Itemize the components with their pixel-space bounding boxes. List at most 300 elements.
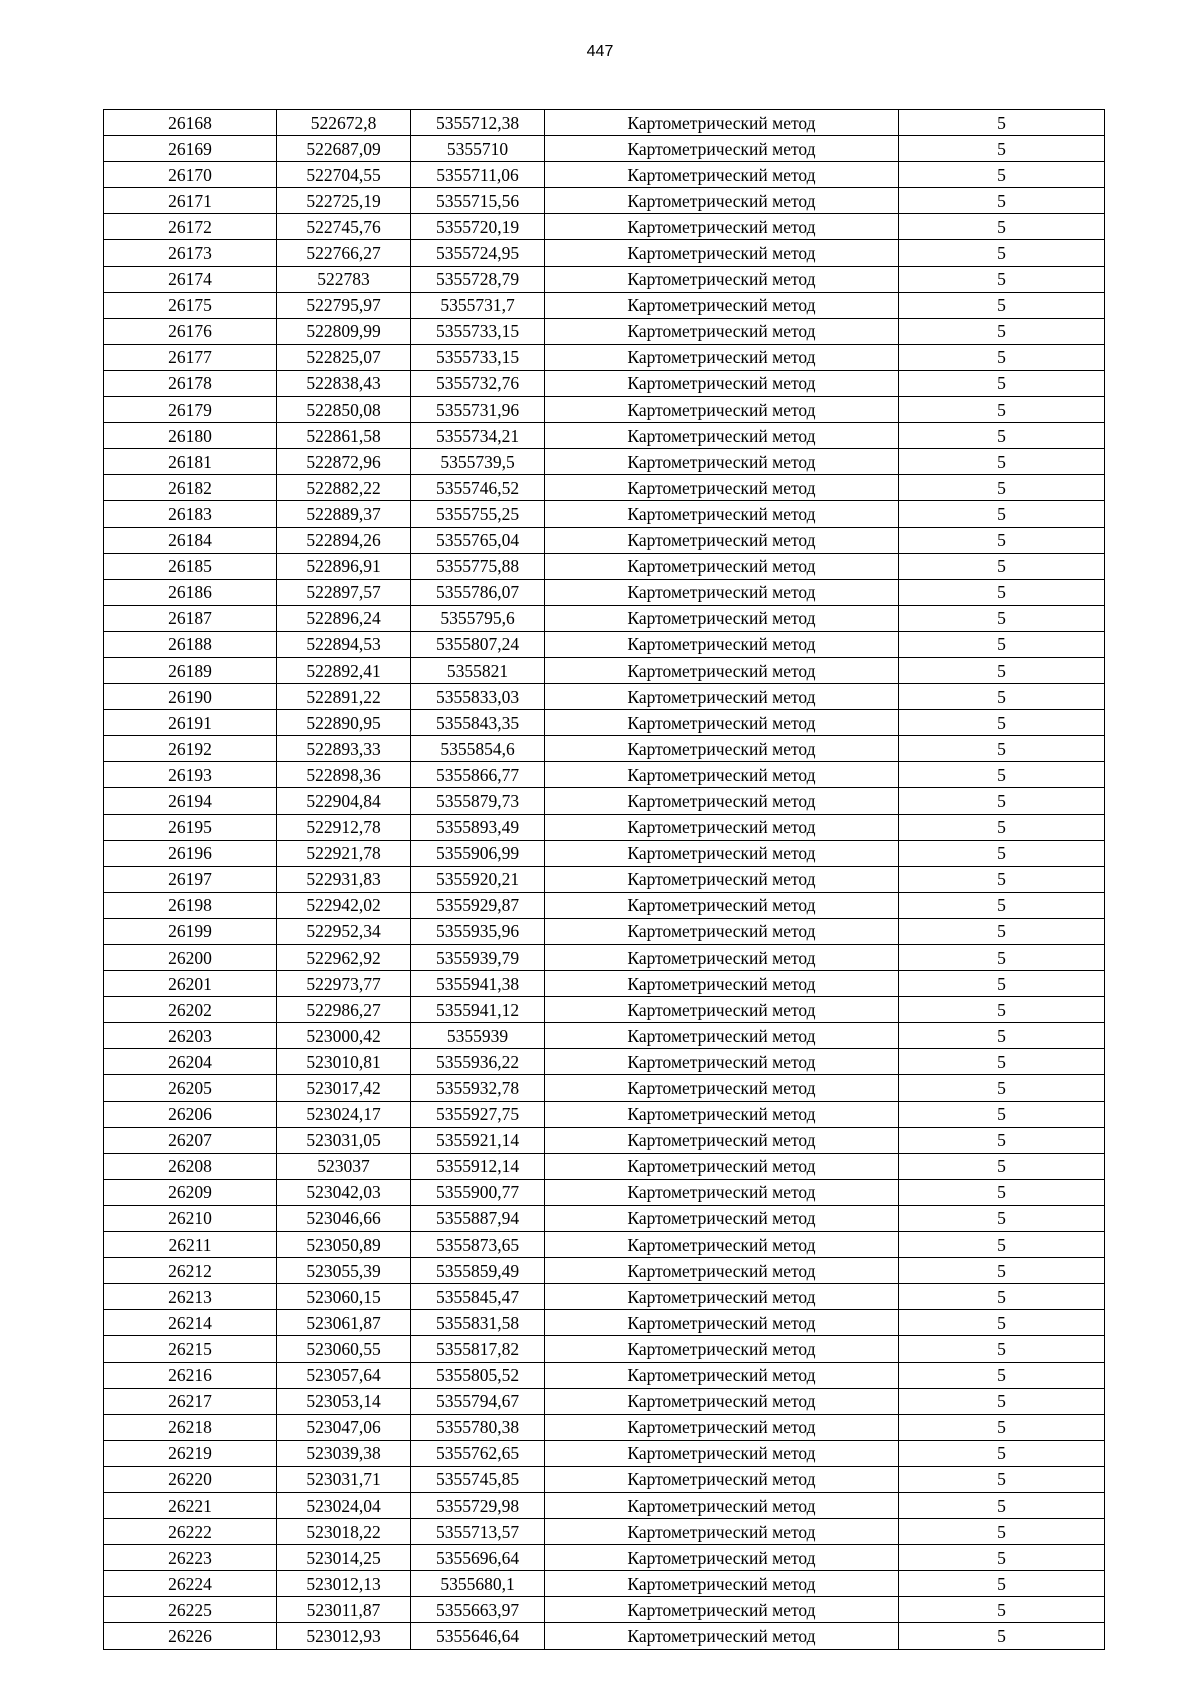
- accuracy-cell: 5: [899, 1545, 1105, 1571]
- y-coordinate-cell: 5355859,49: [411, 1258, 545, 1284]
- x-coordinate-cell: 523050,89: [277, 1232, 411, 1258]
- table-row: [104, 449, 1105, 475]
- x-coordinate-cell: 522704,55: [277, 162, 411, 188]
- table-row: [104, 1258, 1105, 1284]
- table-row: [104, 918, 1105, 944]
- x-coordinate-cell: 522672,8: [277, 110, 411, 136]
- x-coordinate-cell: 522898,36: [277, 762, 411, 788]
- method-cell: Картометрический метод: [545, 1023, 899, 1049]
- method-cell: Картометрический метод: [545, 814, 899, 840]
- table-row: [104, 1623, 1105, 1649]
- table-row: [104, 1179, 1105, 1205]
- coordinates-table: [103, 109, 1105, 1650]
- y-coordinate-cell: 5355854,6: [411, 736, 545, 762]
- method-cell: Картометрический метод: [545, 1205, 899, 1231]
- y-coordinate-cell: 5355843,35: [411, 710, 545, 736]
- accuracy-cell: 5: [899, 1101, 1105, 1127]
- x-coordinate-cell: 523060,15: [277, 1284, 411, 1310]
- method-cell: Картометрический метод: [545, 1101, 899, 1127]
- method-cell: Картометрический метод: [545, 344, 899, 370]
- accuracy-cell: 5: [899, 605, 1105, 631]
- point-number-cell: 26222: [104, 1519, 277, 1545]
- y-coordinate-cell: 5355733,15: [411, 318, 545, 344]
- table-row: [104, 136, 1105, 162]
- table-row: [104, 1205, 1105, 1231]
- x-coordinate-cell: 523012,13: [277, 1571, 411, 1597]
- y-coordinate-cell: 5355728,79: [411, 266, 545, 292]
- point-number-cell: 26220: [104, 1466, 277, 1492]
- point-number-cell: 26184: [104, 527, 277, 553]
- table-row: [104, 605, 1105, 631]
- method-cell: Картометрический метод: [545, 1336, 899, 1362]
- x-coordinate-cell: 523011,87: [277, 1597, 411, 1623]
- method-cell: Картометрический метод: [545, 553, 899, 579]
- method-cell: Картометрический метод: [545, 1440, 899, 1466]
- y-coordinate-cell: 5355939: [411, 1023, 545, 1049]
- point-number-cell: 26208: [104, 1153, 277, 1179]
- method-cell: Картометрический метод: [545, 1153, 899, 1179]
- method-cell: Картометрический метод: [545, 188, 899, 214]
- point-number-cell: 26216: [104, 1362, 277, 1388]
- accuracy-cell: 5: [899, 449, 1105, 475]
- method-cell: Картометрический метод: [545, 501, 899, 527]
- x-coordinate-cell: 522889,37: [277, 501, 411, 527]
- method-cell: Картометрический метод: [545, 892, 899, 918]
- x-coordinate-cell: 523024,04: [277, 1492, 411, 1518]
- point-number-cell: 26187: [104, 605, 277, 631]
- table-row: [104, 892, 1105, 918]
- method-cell: Картометрический метод: [545, 370, 899, 396]
- accuracy-cell: 5: [899, 1597, 1105, 1623]
- method-cell: Картометрический метод: [545, 449, 899, 475]
- x-coordinate-cell: 522894,53: [277, 631, 411, 657]
- point-number-cell: 26173: [104, 240, 277, 266]
- x-coordinate-cell: 522896,24: [277, 605, 411, 631]
- y-coordinate-cell: 5355724,95: [411, 240, 545, 266]
- method-cell: Картометрический метод: [545, 1388, 899, 1414]
- accuracy-cell: 5: [899, 162, 1105, 188]
- y-coordinate-cell: 5355912,14: [411, 1153, 545, 1179]
- method-cell: Картометрический метод: [545, 866, 899, 892]
- y-coordinate-cell: 5355739,5: [411, 449, 545, 475]
- table-row: [104, 1492, 1105, 1518]
- x-coordinate-cell: 523042,03: [277, 1179, 411, 1205]
- accuracy-cell: 5: [899, 1127, 1105, 1153]
- method-cell: Картометрический метод: [545, 397, 899, 423]
- accuracy-cell: 5: [899, 710, 1105, 736]
- y-coordinate-cell: 5355731,7: [411, 292, 545, 318]
- method-cell: Картометрический метод: [545, 1492, 899, 1518]
- accuracy-cell: 5: [899, 1232, 1105, 1258]
- point-number-cell: 26176: [104, 318, 277, 344]
- x-coordinate-cell: 522894,26: [277, 527, 411, 553]
- y-coordinate-cell: 5355817,82: [411, 1336, 545, 1362]
- point-number-cell: 26200: [104, 945, 277, 971]
- method-cell: Картометрический метод: [545, 1623, 899, 1649]
- method-cell: Картометрический метод: [545, 657, 899, 683]
- y-coordinate-cell: 5355745,85: [411, 1466, 545, 1492]
- table-row: [104, 1388, 1105, 1414]
- method-cell: Картометрический метод: [545, 1258, 899, 1284]
- accuracy-cell: 5: [899, 292, 1105, 318]
- x-coordinate-cell: 522809,99: [277, 318, 411, 344]
- point-number-cell: 26177: [104, 344, 277, 370]
- x-coordinate-cell: 522687,09: [277, 136, 411, 162]
- method-cell: Картометрический метод: [545, 423, 899, 449]
- y-coordinate-cell: 5355893,49: [411, 814, 545, 840]
- method-cell: Картометрический метод: [545, 266, 899, 292]
- table-row: [104, 971, 1105, 997]
- point-number-cell: 26191: [104, 710, 277, 736]
- y-coordinate-cell: 5355932,78: [411, 1075, 545, 1101]
- y-coordinate-cell: 5355680,1: [411, 1571, 545, 1597]
- x-coordinate-cell: 522890,95: [277, 710, 411, 736]
- point-number-cell: 26215: [104, 1336, 277, 1362]
- accuracy-cell: 5: [899, 684, 1105, 710]
- y-coordinate-cell: 5355906,99: [411, 840, 545, 866]
- point-number-cell: 26185: [104, 553, 277, 579]
- point-number-cell: 26224: [104, 1571, 277, 1597]
- point-number-cell: 26204: [104, 1049, 277, 1075]
- accuracy-cell: 5: [899, 1179, 1105, 1205]
- x-coordinate-cell: 522942,02: [277, 892, 411, 918]
- x-coordinate-cell: 522973,77: [277, 971, 411, 997]
- y-coordinate-cell: 5355805,52: [411, 1362, 545, 1388]
- x-coordinate-cell: 523061,87: [277, 1310, 411, 1336]
- point-number-cell: 26199: [104, 918, 277, 944]
- y-coordinate-cell: 5355873,65: [411, 1232, 545, 1258]
- point-number-cell: 26171: [104, 188, 277, 214]
- point-number-cell: 26193: [104, 762, 277, 788]
- point-number-cell: 26195: [104, 814, 277, 840]
- x-coordinate-cell: 523017,42: [277, 1075, 411, 1101]
- method-cell: Картометрический метод: [545, 762, 899, 788]
- point-number-cell: 26168: [104, 110, 277, 136]
- method-cell: Картометрический метод: [545, 997, 899, 1023]
- y-coordinate-cell: 5355927,75: [411, 1101, 545, 1127]
- method-cell: Картометрический метод: [545, 1571, 899, 1597]
- accuracy-cell: 5: [899, 1336, 1105, 1362]
- method-cell: Картометрический метод: [545, 318, 899, 344]
- x-coordinate-cell: 522745,76: [277, 214, 411, 240]
- y-coordinate-cell: 5355941,12: [411, 997, 545, 1023]
- table-row: [104, 710, 1105, 736]
- method-cell: Картометрический метод: [545, 788, 899, 814]
- point-number-cell: 26225: [104, 1597, 277, 1623]
- x-coordinate-cell: 522912,78: [277, 814, 411, 840]
- x-coordinate-cell: 522986,27: [277, 997, 411, 1023]
- table-row: [104, 1232, 1105, 1258]
- point-number-cell: 26172: [104, 214, 277, 240]
- point-number-cell: 26211: [104, 1232, 277, 1258]
- method-cell: Картометрический метод: [545, 162, 899, 188]
- table-row: [104, 475, 1105, 501]
- y-coordinate-cell: 5355731,96: [411, 397, 545, 423]
- x-coordinate-cell: 523060,55: [277, 1336, 411, 1362]
- table-row: [104, 579, 1105, 605]
- page-number: 447: [586, 43, 614, 60]
- accuracy-cell: 5: [899, 370, 1105, 396]
- accuracy-cell: 5: [899, 736, 1105, 762]
- x-coordinate-cell: 522766,27: [277, 240, 411, 266]
- table-row: [104, 1336, 1105, 1362]
- x-coordinate-cell: 523047,06: [277, 1414, 411, 1440]
- x-coordinate-cell: 522850,08: [277, 397, 411, 423]
- point-number-cell: 26217: [104, 1388, 277, 1414]
- accuracy-cell: 5: [899, 1362, 1105, 1388]
- accuracy-cell: 5: [899, 1310, 1105, 1336]
- accuracy-cell: 5: [899, 1440, 1105, 1466]
- point-number-cell: 26186: [104, 579, 277, 605]
- table-row: [104, 1440, 1105, 1466]
- table-row: [104, 1545, 1105, 1571]
- point-number-cell: 26183: [104, 501, 277, 527]
- accuracy-cell: 5: [899, 110, 1105, 136]
- table-row: [104, 736, 1105, 762]
- accuracy-cell: 5: [899, 1049, 1105, 1075]
- point-number-cell: 26174: [104, 266, 277, 292]
- x-coordinate-cell: 522892,41: [277, 657, 411, 683]
- y-coordinate-cell: 5355794,67: [411, 1388, 545, 1414]
- method-cell: Картометрический метод: [545, 605, 899, 631]
- y-coordinate-cell: 5355929,87: [411, 892, 545, 918]
- y-coordinate-cell: 5355807,24: [411, 631, 545, 657]
- table-row: [104, 318, 1105, 344]
- accuracy-cell: 5: [899, 579, 1105, 605]
- point-number-cell: 26179: [104, 397, 277, 423]
- table-row: [104, 397, 1105, 423]
- x-coordinate-cell: 523014,25: [277, 1545, 411, 1571]
- point-number-cell: 26197: [104, 866, 277, 892]
- y-coordinate-cell: 5355795,6: [411, 605, 545, 631]
- y-coordinate-cell: 5355715,56: [411, 188, 545, 214]
- table-row: [104, 553, 1105, 579]
- accuracy-cell: 5: [899, 214, 1105, 240]
- method-cell: Картометрический метод: [545, 214, 899, 240]
- x-coordinate-cell: 522897,57: [277, 579, 411, 605]
- y-coordinate-cell: 5355712,38: [411, 110, 545, 136]
- accuracy-cell: 5: [899, 1023, 1105, 1049]
- method-cell: Картометрический метод: [545, 945, 899, 971]
- accuracy-cell: 5: [899, 1623, 1105, 1649]
- table-row: [104, 344, 1105, 370]
- table-row: [104, 1153, 1105, 1179]
- x-coordinate-cell: 523010,81: [277, 1049, 411, 1075]
- accuracy-cell: 5: [899, 1205, 1105, 1231]
- point-number-cell: 26170: [104, 162, 277, 188]
- method-cell: Картометрический метод: [545, 110, 899, 136]
- point-number-cell: 26206: [104, 1101, 277, 1127]
- point-number-cell: 26181: [104, 449, 277, 475]
- accuracy-cell: 5: [899, 631, 1105, 657]
- table-row: [104, 945, 1105, 971]
- y-coordinate-cell: 5355734,21: [411, 423, 545, 449]
- point-number-cell: 26213: [104, 1284, 277, 1310]
- accuracy-cell: 5: [899, 1075, 1105, 1101]
- point-number-cell: 26223: [104, 1545, 277, 1571]
- x-coordinate-cell: 523000,42: [277, 1023, 411, 1049]
- table-row: [104, 1310, 1105, 1336]
- accuracy-cell: 5: [899, 945, 1105, 971]
- point-number-cell: 26201: [104, 971, 277, 997]
- method-cell: Картометрический метод: [545, 527, 899, 553]
- point-number-cell: 26180: [104, 423, 277, 449]
- method-cell: Картометрический метод: [545, 1075, 899, 1101]
- x-coordinate-cell: 522872,96: [277, 449, 411, 475]
- y-coordinate-cell: 5355941,38: [411, 971, 545, 997]
- y-coordinate-cell: 5355765,04: [411, 527, 545, 553]
- y-coordinate-cell: 5355821: [411, 657, 545, 683]
- x-coordinate-cell: 523037: [277, 1153, 411, 1179]
- y-coordinate-cell: 5355833,03: [411, 684, 545, 710]
- x-coordinate-cell: 523031,71: [277, 1466, 411, 1492]
- accuracy-cell: 5: [899, 501, 1105, 527]
- method-cell: Картометрический метод: [545, 1519, 899, 1545]
- y-coordinate-cell: 5355921,14: [411, 1127, 545, 1153]
- point-number-cell: 26210: [104, 1205, 277, 1231]
- y-coordinate-cell: 5355711,06: [411, 162, 545, 188]
- point-number-cell: 26182: [104, 475, 277, 501]
- point-number-cell: 26196: [104, 840, 277, 866]
- x-coordinate-cell: 522783: [277, 266, 411, 292]
- y-coordinate-cell: 5355732,76: [411, 370, 545, 396]
- accuracy-cell: 5: [899, 918, 1105, 944]
- point-number-cell: 26226: [104, 1623, 277, 1649]
- accuracy-cell: 5: [899, 1284, 1105, 1310]
- table-row: [104, 1362, 1105, 1388]
- table-row: [104, 1597, 1105, 1623]
- method-cell: Картометрический метод: [545, 1179, 899, 1205]
- y-coordinate-cell: 5355879,73: [411, 788, 545, 814]
- table-row: [104, 762, 1105, 788]
- x-coordinate-cell: 522825,07: [277, 344, 411, 370]
- method-cell: Картометрический метод: [545, 240, 899, 266]
- table-row: [104, 631, 1105, 657]
- x-coordinate-cell: 522931,83: [277, 866, 411, 892]
- y-coordinate-cell: 5355762,65: [411, 1440, 545, 1466]
- y-coordinate-cell: 5355831,58: [411, 1310, 545, 1336]
- method-cell: Картометрический метод: [545, 840, 899, 866]
- accuracy-cell: 5: [899, 240, 1105, 266]
- accuracy-cell: 5: [899, 657, 1105, 683]
- accuracy-cell: 5: [899, 1466, 1105, 1492]
- x-coordinate-cell: 523024,17: [277, 1101, 411, 1127]
- accuracy-cell: 5: [899, 971, 1105, 997]
- table-body: [104, 110, 1105, 1650]
- accuracy-cell: 5: [899, 1414, 1105, 1440]
- point-number-cell: 26178: [104, 370, 277, 396]
- method-cell: Картометрический метод: [545, 1310, 899, 1336]
- method-cell: Картометрический метод: [545, 292, 899, 318]
- accuracy-cell: 5: [899, 1571, 1105, 1597]
- table-row: [104, 527, 1105, 553]
- method-cell: Картометрический метод: [545, 1362, 899, 1388]
- y-coordinate-cell: 5355646,64: [411, 1623, 545, 1649]
- point-number-cell: 26214: [104, 1310, 277, 1336]
- table-row: [104, 423, 1105, 449]
- method-cell: Картометрический метод: [545, 1414, 899, 1440]
- y-coordinate-cell: 5355866,77: [411, 762, 545, 788]
- table-row: [104, 1023, 1105, 1049]
- accuracy-cell: 5: [899, 1258, 1105, 1284]
- x-coordinate-cell: 523055,39: [277, 1258, 411, 1284]
- accuracy-cell: 5: [899, 814, 1105, 840]
- point-number-cell: 26209: [104, 1179, 277, 1205]
- method-cell: Картометрический метод: [545, 1545, 899, 1571]
- accuracy-cell: 5: [899, 475, 1105, 501]
- y-coordinate-cell: 5355710: [411, 136, 545, 162]
- table-row: [104, 292, 1105, 318]
- table-row: [104, 1571, 1105, 1597]
- table-row: [104, 1519, 1105, 1545]
- accuracy-cell: 5: [899, 1519, 1105, 1545]
- point-number-cell: 26219: [104, 1440, 277, 1466]
- y-coordinate-cell: 5355900,77: [411, 1179, 545, 1205]
- method-cell: Картометрический метод: [545, 631, 899, 657]
- point-number-cell: 26207: [104, 1127, 277, 1153]
- x-coordinate-cell: 522952,34: [277, 918, 411, 944]
- x-coordinate-cell: 522891,22: [277, 684, 411, 710]
- accuracy-cell: 5: [899, 892, 1105, 918]
- method-cell: Картометрический метод: [545, 1049, 899, 1075]
- point-number-cell: 26175: [104, 292, 277, 318]
- accuracy-cell: 5: [899, 866, 1105, 892]
- accuracy-cell: 5: [899, 840, 1105, 866]
- x-coordinate-cell: 522893,33: [277, 736, 411, 762]
- table-row: [104, 501, 1105, 527]
- x-coordinate-cell: 522725,19: [277, 188, 411, 214]
- y-coordinate-cell: 5355746,52: [411, 475, 545, 501]
- accuracy-cell: 5: [899, 762, 1105, 788]
- accuracy-cell: 5: [899, 318, 1105, 344]
- point-number-cell: 26203: [104, 1023, 277, 1049]
- x-coordinate-cell: 523039,38: [277, 1440, 411, 1466]
- point-number-cell: 26188: [104, 631, 277, 657]
- table-row: [104, 1284, 1105, 1310]
- y-coordinate-cell: 5355755,25: [411, 501, 545, 527]
- y-coordinate-cell: 5355780,38: [411, 1414, 545, 1440]
- point-number-cell: 26194: [104, 788, 277, 814]
- table-row: [104, 240, 1105, 266]
- x-coordinate-cell: 522795,97: [277, 292, 411, 318]
- accuracy-cell: 5: [899, 788, 1105, 814]
- table-row: [104, 1414, 1105, 1440]
- x-coordinate-cell: 522921,78: [277, 840, 411, 866]
- y-coordinate-cell: 5355845,47: [411, 1284, 545, 1310]
- point-number-cell: 26205: [104, 1075, 277, 1101]
- x-coordinate-cell: 522882,22: [277, 475, 411, 501]
- table-row: [104, 684, 1105, 710]
- point-number-cell: 26192: [104, 736, 277, 762]
- table-row: [104, 188, 1105, 214]
- table-row: [104, 214, 1105, 240]
- y-coordinate-cell: 5355663,97: [411, 1597, 545, 1623]
- y-coordinate-cell: 5355775,88: [411, 553, 545, 579]
- table-row: [104, 1466, 1105, 1492]
- accuracy-cell: 5: [899, 1492, 1105, 1518]
- accuracy-cell: 5: [899, 553, 1105, 579]
- x-coordinate-cell: 523053,14: [277, 1388, 411, 1414]
- method-cell: Картометрический метод: [545, 1597, 899, 1623]
- point-number-cell: 26212: [104, 1258, 277, 1284]
- method-cell: Картометрический метод: [545, 136, 899, 162]
- table-row: [104, 997, 1105, 1023]
- table-row: [104, 866, 1105, 892]
- table-row: [104, 1127, 1105, 1153]
- accuracy-cell: 5: [899, 397, 1105, 423]
- method-cell: Картометрический метод: [545, 918, 899, 944]
- table-row: [104, 1101, 1105, 1127]
